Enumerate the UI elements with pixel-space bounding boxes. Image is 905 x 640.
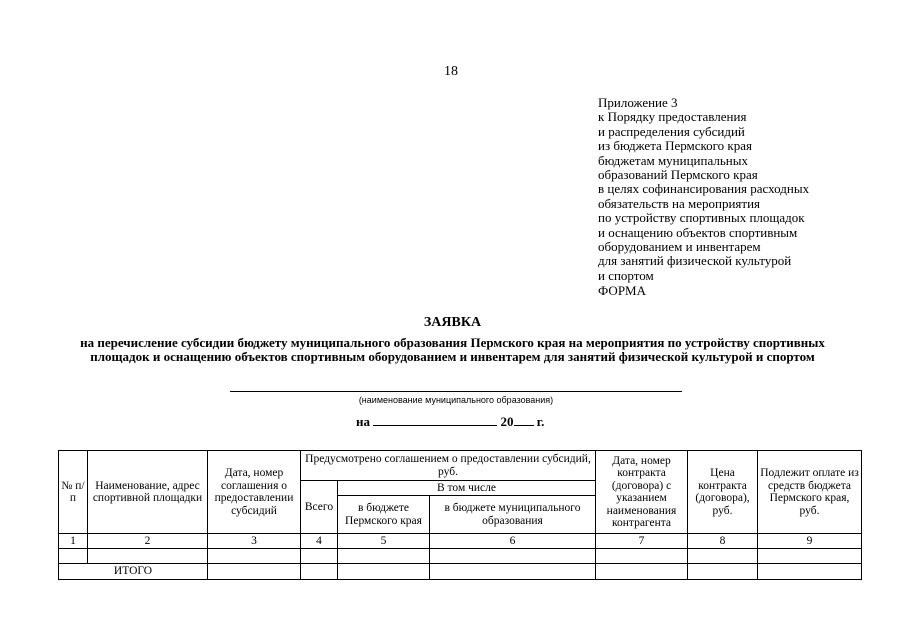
header-total: Всего [301,481,338,534]
appendix-line: по устройству спортивных площадок [598,210,805,226]
column-number: 2 [88,534,208,549]
appendix-line: в целях софинансирования расходных [598,181,810,197]
header-price: Цена контракта (договора), руб. [688,451,758,534]
total-row [59,564,862,580]
column-number: 7 [596,534,688,549]
table-cell[interactable] [688,564,758,580]
date-line [356,414,544,430]
appendix-line: из бюджета Пермского края [598,138,753,154]
table-cell[interactable] [338,549,430,564]
appendix-line: бюджетам муниципальных [598,152,748,168]
header-contract: Дата, номер контракта (договора) с указанием наименования контрагента [596,451,688,534]
appendix-line: обязательств на мероприятия [598,195,761,211]
table-cell[interactable] [688,549,758,564]
municipality-name-line[interactable] [230,391,682,392]
table-cell[interactable] [301,549,338,564]
table-cell[interactable] [59,549,88,564]
table-cell[interactable] [596,564,688,580]
date-suffix: г. [536,414,545,429]
header-payable: Подлежит оплате из средств бюджета Пермского края, руб. [758,451,862,534]
header-agreement: Дата, номер соглашения о предоставлении субсидий [208,451,301,534]
municipality-name-caption: (наименование муниципального образования) [358,395,554,405]
table-cell[interactable] [338,564,430,580]
column-number: 4 [301,534,338,549]
column-number: 5 [338,534,430,549]
header-name: Наименование, адрес спортивной площадки [88,451,208,534]
document-subtitle: на перечисление субсидии бюджету муниципального образования Пермского края на мероприятия по устройству спортивных площадок и оснащению объектов спортивным оборудованием и инвентарем для занятий физической культурой и спортом [80,335,825,364]
appendix-line: Приложение 3 [598,95,678,110]
column-number-row [59,534,862,549]
table-cell[interactable] [596,549,688,564]
appendix-line: оборудованием и инвентарем [598,239,761,255]
table-cell[interactable] [208,564,301,580]
column-number: 9 [758,534,862,549]
column-number: 1 [59,534,88,549]
table-cell[interactable] [301,564,338,580]
request-table [58,450,862,580]
header-including: В том числе [338,481,596,496]
appendix-line: к Порядку предоставления [598,109,747,125]
table-cell[interactable] [430,564,596,580]
total-label: ИТОГО [59,564,208,580]
column-number: 8 [688,534,758,549]
table-row [59,549,862,564]
table-cell[interactable] [430,549,596,564]
header-municipal-budget: в бюджете муниципального образования [430,496,596,534]
form-label: ФОРМА [598,283,646,298]
date-prefix: на [356,414,370,429]
table-cell[interactable] [758,564,862,580]
appendix-line: образований Пермского края [598,167,758,183]
date-day-month-blank[interactable] [373,415,497,426]
page-number: 18 [444,64,458,79]
column-number: 3 [208,534,301,549]
appendix-line: для занятий физической культурой [598,253,792,269]
date-year-prefix: 20 [500,414,514,429]
date-year-blank[interactable] [514,415,534,426]
header-regional-budget: в бюджете Пермского края [338,496,430,534]
appendix-line: и оснащению объектов спортивным [598,224,798,240]
table-cell[interactable] [88,549,208,564]
table-cell[interactable] [758,549,862,564]
header-provided-group: Предусмотрено соглашением о предоставлении субсидий, руб. [301,451,596,481]
appendix-block [598,96,898,283]
header-num: № п/п [59,451,88,534]
column-number: 6 [430,534,596,549]
document-title: ЗАЯВКА [423,315,482,330]
appendix-line: и спортом [598,267,654,283]
appendix-line: и распределения субсидий [598,123,745,139]
table-cell[interactable] [208,549,301,564]
